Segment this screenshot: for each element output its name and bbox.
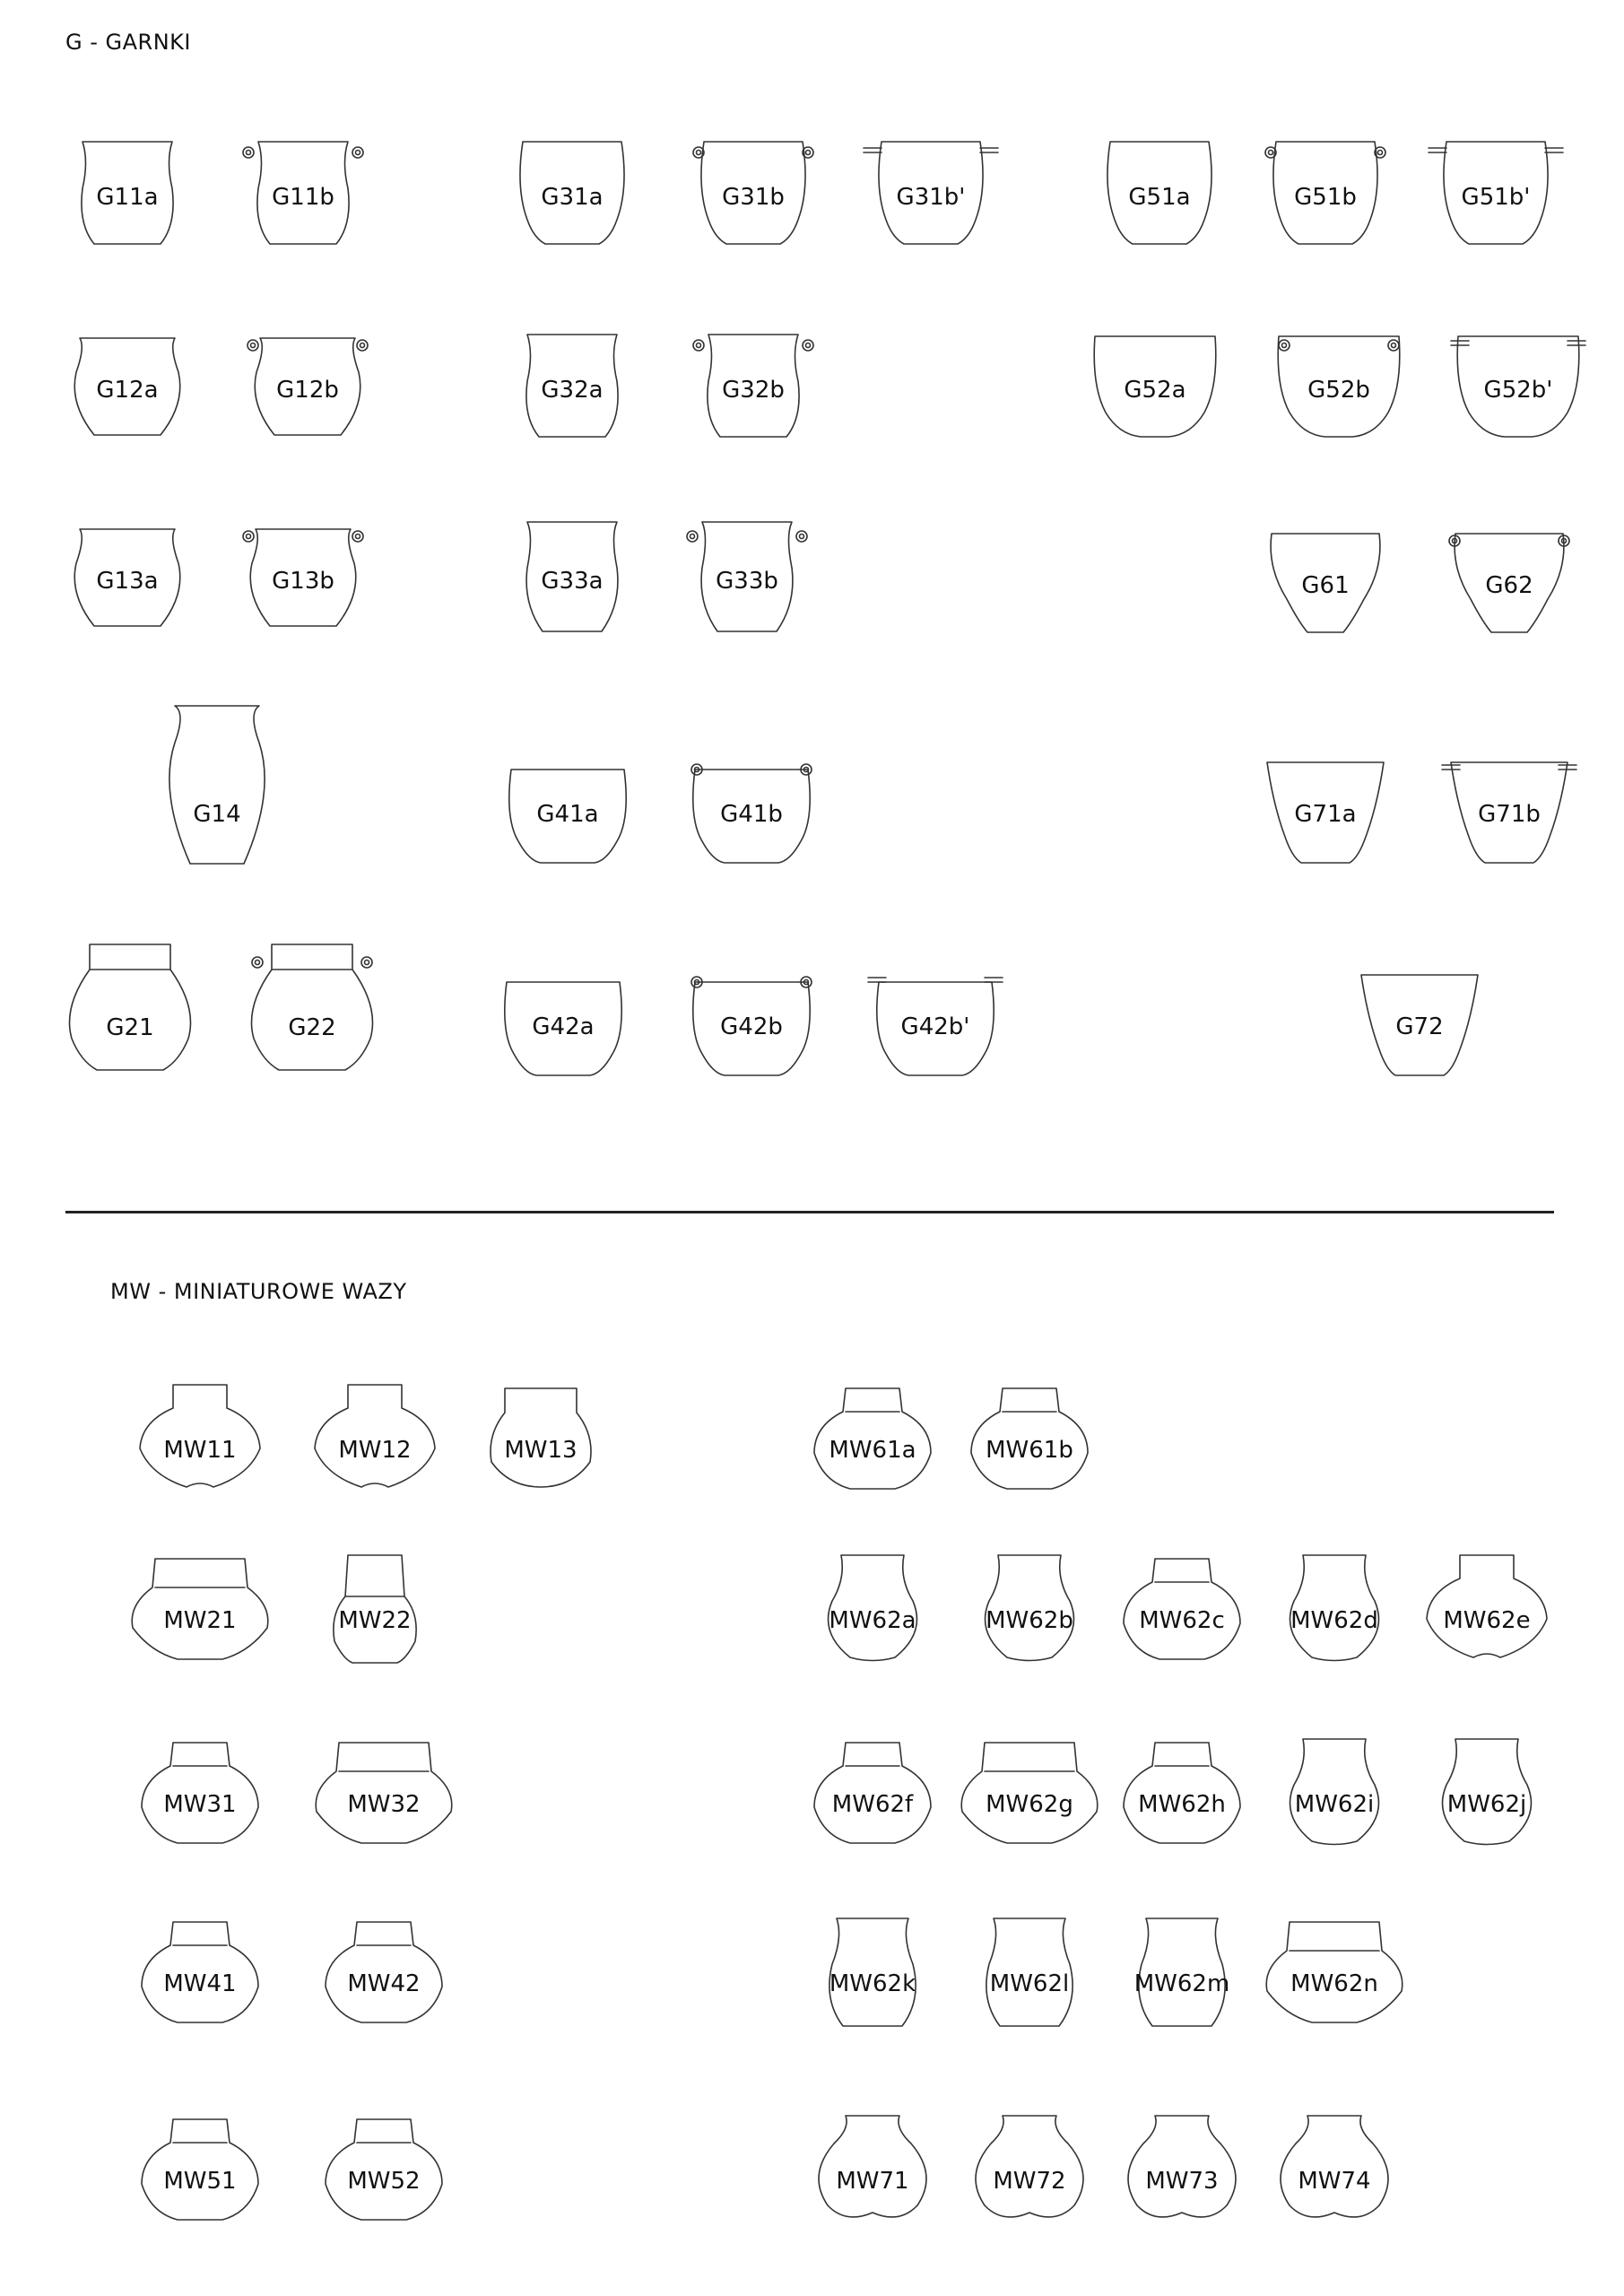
vessel-mw22 xyxy=(299,1552,451,1668)
vessel-mw51 xyxy=(124,2112,276,2229)
vessel-label: MW73 xyxy=(1145,2168,1219,2195)
vessel-label: G41a xyxy=(536,801,599,828)
vessel-label: G61 xyxy=(1301,572,1350,599)
vessel-label: MW52 xyxy=(347,2168,421,2195)
vessel-label: G31b' xyxy=(896,184,966,211)
vessel-mw62c xyxy=(1106,1552,1258,1668)
vessel-label: MW22 xyxy=(338,1607,412,1634)
vessel-mw72 xyxy=(953,2112,1106,2229)
vessel-label: G11a xyxy=(96,184,159,211)
vessel-label: MW62d xyxy=(1290,1607,1378,1634)
vessel-g13b xyxy=(227,518,379,635)
vessel-label: MW61a xyxy=(829,1437,916,1464)
vessel-g13a xyxy=(51,518,204,635)
vessel-label: G12b xyxy=(276,377,339,404)
vessel-mw62i xyxy=(1258,1735,1411,1852)
vessel-label: MW62a xyxy=(829,1607,916,1634)
vessel-label: MW74 xyxy=(1298,2168,1371,2195)
vessel-g33b xyxy=(671,518,823,635)
vessel-g41a xyxy=(491,752,644,868)
vessel-outline xyxy=(236,944,388,1074)
vessel-label: MW62j xyxy=(1446,1791,1527,1818)
vessel-g31b xyxy=(677,135,829,251)
vessel-label: G31b xyxy=(722,184,785,211)
vessel-g12a xyxy=(51,327,204,444)
vessel-label: MW62m xyxy=(1133,1970,1230,1997)
vessel-g41b xyxy=(675,752,828,868)
vessel-mw61a xyxy=(796,1381,949,1498)
vessel-mw41 xyxy=(124,1915,276,2031)
section-divider xyxy=(65,1211,1554,1213)
vessel-g32a xyxy=(496,327,648,444)
vessel-g52b-prime xyxy=(1442,327,1594,444)
vessel-g22 xyxy=(236,944,388,1074)
vessel-label: G42b xyxy=(720,1013,783,1040)
vessel-label: MW11 xyxy=(163,1437,237,1464)
vessel-label: MW71 xyxy=(836,2168,909,2195)
vessel-label: G51a xyxy=(1128,184,1191,211)
vessel-label: MW62e xyxy=(1443,1607,1531,1634)
vessel-label: MW62f xyxy=(831,1791,914,1818)
vessel-g71b xyxy=(1433,752,1585,868)
vessel-label: G62 xyxy=(1485,572,1533,599)
vessel-label: G33a xyxy=(541,568,604,595)
wazy-title: MW - MINIATUROWE WAZY xyxy=(110,1279,407,1304)
vessel-g21 xyxy=(54,944,206,1074)
vessel-mw62h xyxy=(1106,1735,1258,1852)
vessel-g14 xyxy=(141,702,293,868)
vessel-mw62f xyxy=(796,1735,949,1852)
vessel-mw74 xyxy=(1258,2112,1411,2229)
vessel-mw62g xyxy=(953,1735,1106,1852)
vessel-g71a xyxy=(1249,752,1402,868)
vessel-mw62d xyxy=(1258,1552,1411,1668)
vessel-label: G21 xyxy=(106,1014,154,1041)
vessel-mw62k xyxy=(796,1915,949,2031)
vessel-label: MW21 xyxy=(163,1607,237,1634)
vessel-g11b xyxy=(227,135,379,251)
vessel-g32b xyxy=(677,327,829,444)
vessel-mw11 xyxy=(124,1381,276,1498)
vessel-outline xyxy=(54,944,206,1074)
garnki-title: G - GARNKI xyxy=(65,30,191,55)
vessel-mw42 xyxy=(308,1915,460,2031)
vessel-label: G11b xyxy=(272,184,334,211)
vessel-mw31 xyxy=(124,1735,276,1852)
vessel-label: G32b xyxy=(722,377,785,404)
vessel-label: MW51 xyxy=(163,2168,237,2195)
vessel-label: G71b xyxy=(1478,801,1541,828)
vessel-mw62a xyxy=(796,1552,949,1668)
vessel-mw62n xyxy=(1258,1915,1411,2031)
vessel-label: G52b' xyxy=(1483,377,1553,404)
vessel-mw71 xyxy=(796,2112,949,2229)
vessel-label: MW62n xyxy=(1290,1970,1378,1997)
vessel-mw62e xyxy=(1411,1552,1563,1668)
vessel-label: G42b' xyxy=(900,1013,970,1040)
vessel-label: MW62i xyxy=(1294,1791,1375,1818)
vessel-label: G33b xyxy=(716,568,778,595)
vessel-mw62m xyxy=(1106,1915,1258,2031)
vessel-label: MW62b xyxy=(986,1607,1073,1634)
vessel-mw62l xyxy=(953,1915,1106,2031)
vessel-g12b xyxy=(231,327,384,444)
vessel-mw13 xyxy=(465,1381,617,1498)
vessel-label: MW62c xyxy=(1139,1607,1225,1634)
vessel-g51a xyxy=(1083,135,1236,251)
vessel-g42b-prime xyxy=(859,964,1012,1081)
vessel-label: MW31 xyxy=(163,1791,237,1818)
vessel-g42a xyxy=(487,964,639,1081)
vessel-mw62b xyxy=(953,1552,1106,1668)
vessel-label: MW42 xyxy=(347,1970,421,1997)
vessel-mw73 xyxy=(1106,2112,1258,2229)
vessel-label: MW13 xyxy=(504,1437,578,1464)
vessel-mw61b xyxy=(953,1381,1106,1498)
vessel-label: G51b xyxy=(1294,184,1357,211)
vessel-mw21 xyxy=(124,1552,276,1668)
vessel-g62 xyxy=(1433,523,1585,639)
vessel-label: G22 xyxy=(288,1014,336,1041)
vessel-label: G13b xyxy=(272,568,334,595)
vessel-label: G12a xyxy=(96,377,159,404)
vessel-label: G32a xyxy=(541,377,604,404)
vessel-label: G13a xyxy=(96,568,159,595)
vessel-g52a xyxy=(1079,327,1231,444)
vessel-label: MW32 xyxy=(347,1791,421,1818)
vessel-mw52 xyxy=(308,2112,460,2229)
vessel-g11a xyxy=(51,135,204,251)
vessel-mw32 xyxy=(308,1735,460,1852)
vessel-mw62j xyxy=(1411,1735,1563,1852)
vessel-label: MW61b xyxy=(986,1437,1073,1464)
vessel-label: MW41 xyxy=(163,1970,237,1997)
vessel-g42b xyxy=(675,964,828,1081)
vessel-mw12 xyxy=(299,1381,451,1498)
vessel-label: MW62l xyxy=(989,1970,1070,1997)
vessel-g72 xyxy=(1343,964,1496,1081)
vessel-label: MW62h xyxy=(1138,1791,1226,1818)
vessel-g33a xyxy=(496,518,648,635)
vessel-label: MW62g xyxy=(986,1791,1073,1818)
vessel-label: MW62k xyxy=(829,1970,916,1997)
vessel-label: G52b xyxy=(1307,377,1370,404)
vessel-g52b xyxy=(1263,327,1415,444)
vessel-g51b xyxy=(1249,135,1402,251)
vessel-label: G31a xyxy=(541,184,604,211)
vessel-label: G51b' xyxy=(1461,184,1531,211)
vessel-label: G14 xyxy=(193,801,241,828)
vessel-label: MW12 xyxy=(338,1437,412,1464)
vessel-outline xyxy=(141,702,293,868)
vessel-label: G42a xyxy=(532,1013,595,1040)
vessel-g31a xyxy=(496,135,648,251)
vessel-g61 xyxy=(1249,523,1402,639)
vessel-label: G72 xyxy=(1395,1013,1444,1040)
vessel-label: G71a xyxy=(1294,801,1357,828)
vessel-g51b-prime xyxy=(1420,135,1572,251)
vessel-g31b-prime xyxy=(855,135,1007,251)
vessel-label: G41b xyxy=(720,801,783,828)
vessel-label: G52a xyxy=(1124,377,1186,404)
vessel-label: MW72 xyxy=(993,2168,1066,2195)
